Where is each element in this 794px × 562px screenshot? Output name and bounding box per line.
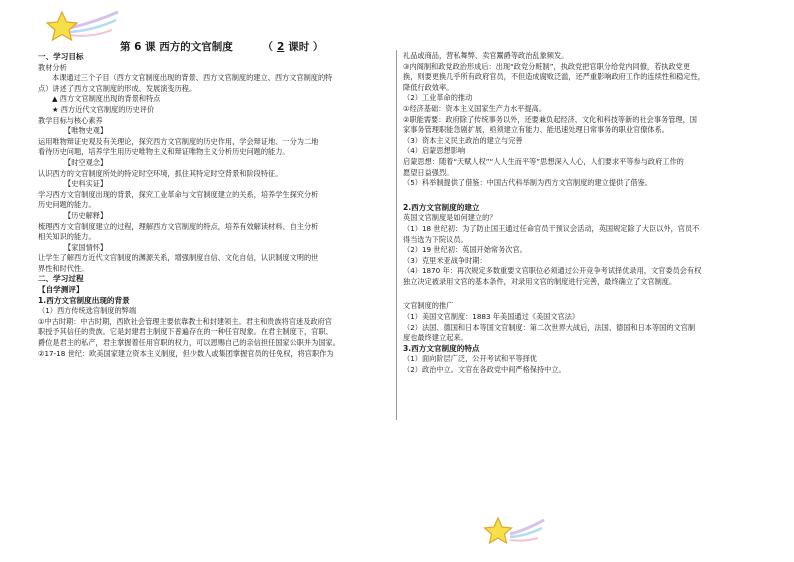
left-text-line: ②17-18 世纪：欧美国家建立资本主义制度，但少数人或集团掌握官员的任免权，将官职作为 [38,348,334,358]
right-text-line: 度也最终建立起来。 [403,333,468,343]
left-text-line: 运用唯物辩证史观及有关理论，探究西方文官制度的历史作用，学会辩证地、一分为二地 [38,136,319,146]
right-column [403,51,763,376]
right-text-line: 英国文官制度是如何建立的？ [403,213,497,223]
shooting-star-icon [478,512,548,552]
left-text-line: 相关知识的能力。 [38,232,96,242]
left-text-line: 【唯物史观】 [64,126,108,136]
right-text-line: （2）19 世纪初：英国开始常务次官。 [403,245,527,255]
left-text-line: 界性和时代性。 [38,263,89,273]
left-text-line: 【时空观念】 [64,157,108,167]
left-text-line: 【家国情怀】 [64,242,108,252]
left-text-line: 教学目标与核心素养 [38,115,103,125]
right-text-line: 3.西方文官制度的特点 [403,343,480,353]
right-text-line: 独立决定被录用文官的基本条件，对录用文官的制度进行完善，最终确立了文官制度。 [403,276,677,286]
left-text-line: 1.西方文官制度出现的背景 [38,295,130,305]
right-text-line: ①经济基础：资本主义国家生产力水平提高。 [403,103,547,113]
right-text-line: （4）1870 年：再次规定多数重要文官职位必须通过公开竞争考试择优录用，文官委员会有权 [403,266,702,276]
right-text-line: 2.西方文官制度的建立 [403,202,480,212]
right-text-line: （2）工业革命的推动 [403,93,473,103]
class-period: （ 2 课时 ） [262,41,324,53]
right-text-line: 启蒙思想：随着“天赋人权”“人人生而平等”思想深入人心，人们要求平等参与政府工作的 [403,156,684,166]
left-text-line: 看待历史问题，培养学生用历史唯物主义和辩证唯物主义分析历史问题的能力。 [38,147,290,157]
left-text-line: ▲ 西方文官制度出现的背景和特点 [52,94,161,104]
right-text-line: （2）法国、德国和日本等国文官制度：第二次世界大战后，法国、德国和日本等国的文官制 [403,322,696,332]
left-text-line: 【自学测评】 [38,285,84,295]
left-text-line: 让学生了解西方近代文官制度的渊源关系，增强制度自信、文化自信，认识制度文明的世 [38,253,319,263]
right-text-line: 文官制度的推广 [403,301,454,311]
right-text-line: ③内阁制和政党政治形成后：出现“政党分赃制”，执政党把官职分给党内同僚，若执政党更 [403,61,691,71]
left-text-line: 一、学习目标 [38,52,84,61]
right-text-line: （5）科举制提供了借鉴：中国古代科举制为西方文官制度的建立提供了借鉴。 [403,178,652,188]
left-text-line: 教材分析 [38,62,67,72]
lesson-title: 第 6 课 西方的文官制度 [120,41,233,53]
right-text-line: ②职能需要：政府除了传统事务以外，还要兼负起经济、文化和科技等新的社会事务管理，国 [403,114,697,124]
left-column [38,52,390,359]
left-text-line: 【史料实证】 [64,179,108,189]
left-text-line: 二、学习过程 [38,274,84,284]
left-text-line: 本课通过三个子目（西方文官制度出现的背景、西方文官制度的建立、西方文官制度的特 [52,73,333,83]
right-text-line: （1）面向阶层广泛，公开考试和平等择优 [403,354,537,364]
right-text-line: 礼品或商品，营私舞弊、卖官鬻爵等政治乱象频发。 [403,51,569,60]
left-text-line: 梳理西方文官制度建立的过程，理解西方文官制度的特点，培养有效解读材料、自主分析 [38,221,319,231]
left-text-line: 职授予其信任的贵族。它是封建君主制度下普遍存在的一种任官现象。在君主制度下，官职、 [38,327,333,337]
right-text-line: 愿望日益强烈。 [403,167,454,177]
right-text-line: 得当选为下院议员。 [403,234,468,244]
period-number: 2 [276,41,285,53]
right-text-line: （1）美国文官制度：1883 年美国通过《美国文官法》 [403,312,580,322]
left-text-line: 历史问题的能力。 [38,200,96,210]
right-text-line [403,189,763,203]
right-text-line: （4）启蒙思想影响 [403,146,466,156]
left-text-line: ①中古时期：中古时期，西欧社会管理主要依靠教士和封建领主。君主和贵族将官迷及政府官 [38,316,332,326]
shooting-star-icon [40,8,120,48]
left-text-line: 点）讲述了西方文官制度的形成、发展演变历程。 [38,83,197,93]
right-text-line: （3）克里米亚战争时期： [403,255,487,265]
right-text-line: （3）资本主义民主政治的建立与完善 [403,135,523,145]
right-text-line: （1）18 世纪初：为了防止国王通过任命官员干预议会活动，英国规定除了大臣以外，官员不 [403,223,700,233]
right-text-line: 降低行政效率。 [403,82,454,92]
left-text-line: 【历史解释】 [64,210,108,220]
right-text-line: （2）政治中立。文官在各政党中间严格保持中立。 [403,365,566,375]
left-text-line: 学习西方文官制度出现的背景，探究工业革命与文官制度建立的关系，培养学生探究分析 [38,189,319,199]
column-divider [396,50,397,420]
left-text-line: ★ 西方近代文官制度的历史评价 [52,104,155,114]
left-text-line: （1）西方传统选官制度的弊端 [38,306,137,316]
right-text-line: 家事务管理职能急剧扩展，亟须建立有能力、能迅速处理日常事务的职业官僚体系。 [403,125,669,135]
left-text-line: 认识西方的文官制度所处的特定时空环境，抓住其特定时空背景和阶段特征。 [38,168,283,178]
right-text-line: 换，则要更换几乎所有政府官员，不但造成腐败泛滥，还严重影响政府工作的连续性和稳定性， [403,72,705,82]
right-text-line [403,287,763,301]
left-text-line: 爵位是君主的私产，君主掌握着任用官职的权力，可以恩赐自己的亲信担任国家公职并为国家。 [38,338,340,348]
